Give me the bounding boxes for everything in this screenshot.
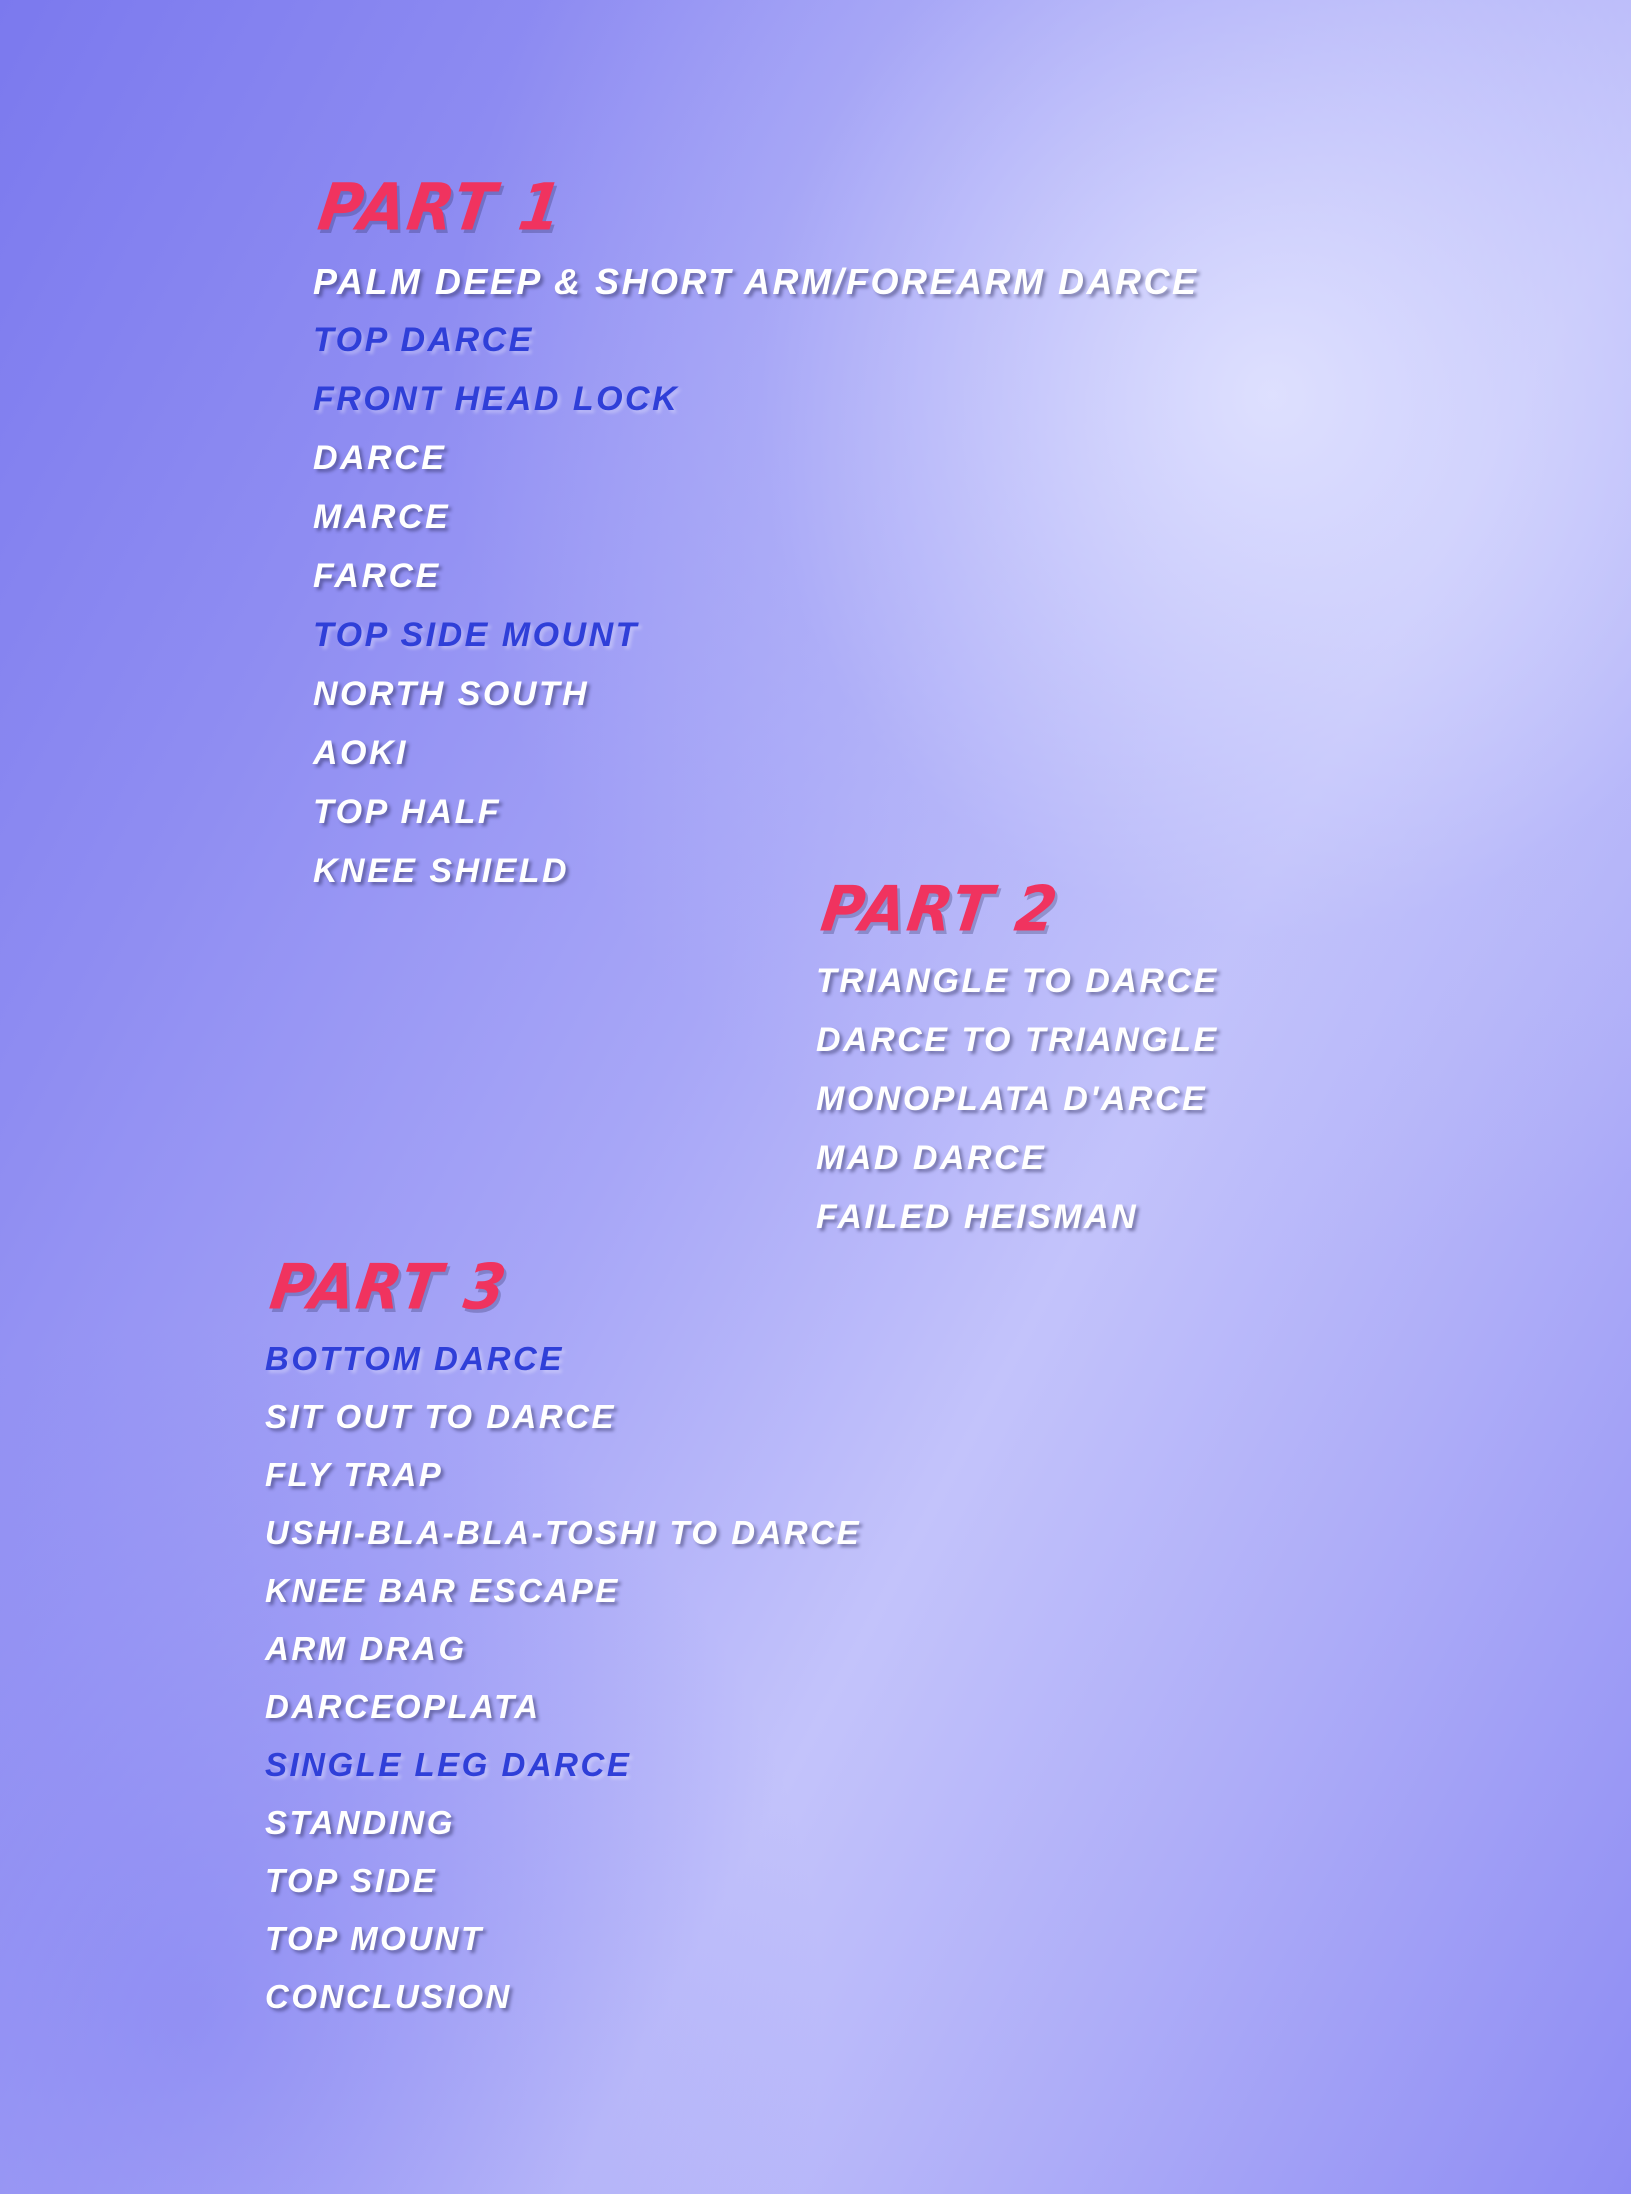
list-item: MAD DARCE	[816, 1139, 1047, 1177]
list-item: DARCEOPLATA	[265, 1688, 541, 1725]
list-item: TOP SIDE	[265, 1862, 438, 1899]
section-heading-part-1: PART 1	[313, 170, 569, 246]
list-item: CONCLUSION	[265, 1978, 512, 2015]
list-item: USHI-BLA-BLA-TOSHI TO DARCE	[265, 1514, 862, 1551]
section-part-2	[816, 872, 1219, 1247]
list-item: FARCE	[313, 557, 441, 595]
list-item: ARM DRAG	[265, 1630, 467, 1667]
list-item: MONOPLATA D'ARCE	[816, 1080, 1208, 1118]
list-item: MARCE	[313, 498, 451, 536]
list-item: FRONT HEAD LOCK	[313, 380, 680, 418]
section-heading-part-2: PART 2	[816, 872, 1064, 946]
list-item: STANDING	[265, 1804, 455, 1841]
section-heading-part-3: PART 3	[265, 1250, 513, 1324]
list-item: AOKI	[313, 734, 408, 772]
section-part-1	[313, 170, 1199, 901]
list-item: TOP DARCE	[313, 321, 534, 359]
list-item: TOP SIDE MOUNT	[313, 616, 639, 654]
list-item: SINGLE LEG DARCE	[265, 1746, 632, 1783]
list-item: TOP HALF	[313, 793, 502, 831]
list-item: NORTH SOUTH	[313, 675, 590, 713]
list-item: PALM DEEP & SHORT ARM/FOREARM DARCE	[313, 261, 1199, 302]
list-item: SIT OUT TO DARCE	[265, 1398, 617, 1435]
list-item: DARCE TO TRIANGLE	[816, 1021, 1219, 1059]
list-item: KNEE BAR ESCAPE	[265, 1572, 620, 1609]
list-item: TRIANGLE TO DARCE	[816, 962, 1219, 1000]
list-item: FLY TRAP	[265, 1456, 444, 1493]
list-item: DARCE	[313, 439, 447, 477]
list-item: FAILED HEISMAN	[816, 1198, 1139, 1236]
list-item: BOTTOM DARCE	[265, 1340, 564, 1377]
list-item: TOP MOUNT	[265, 1920, 484, 1957]
list-item: KNEE SHIELD	[313, 852, 570, 890]
section-part-3	[265, 1250, 862, 2026]
